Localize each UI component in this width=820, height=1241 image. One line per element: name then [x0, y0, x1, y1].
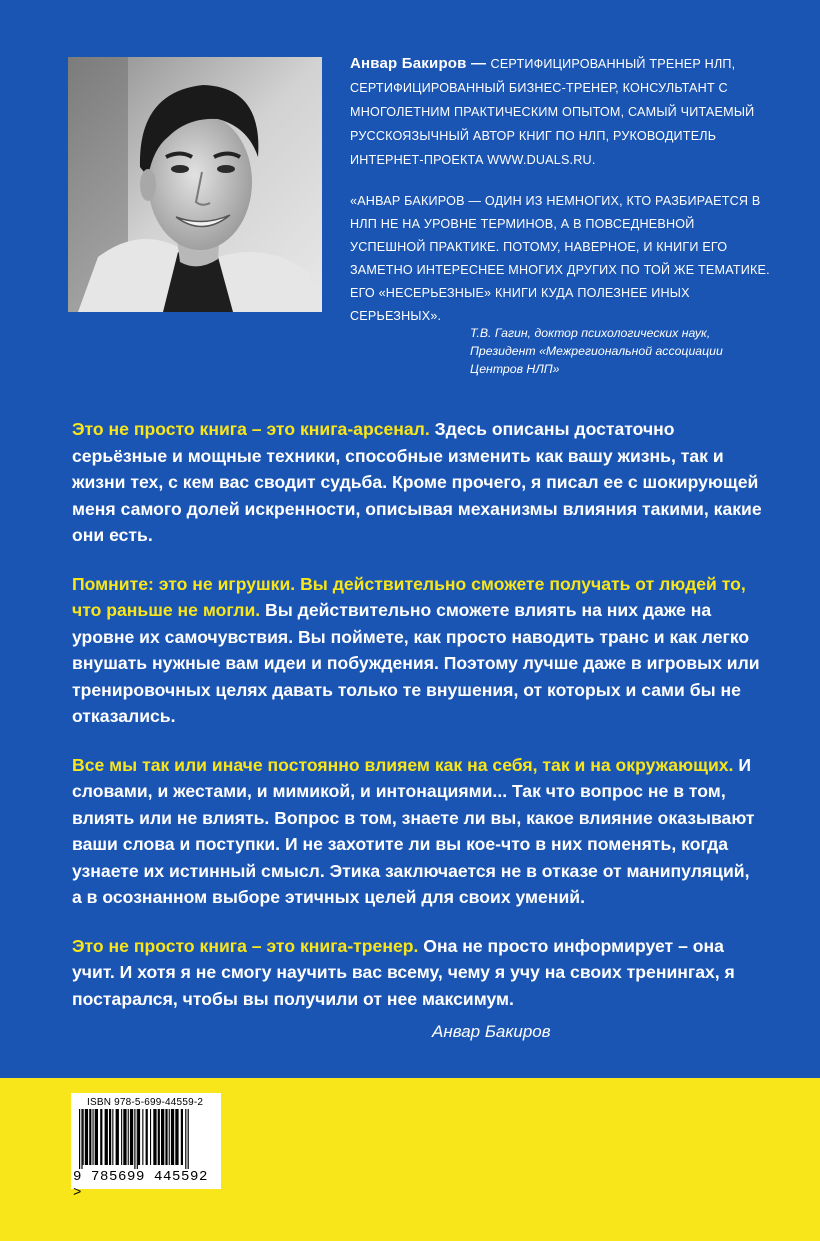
signature-line-1: Т.В. Гагин, доктор психологических наук, — [470, 326, 711, 340]
review-signature — [470, 324, 770, 378]
author-signature: Анвар Бакиров — [432, 1022, 551, 1041]
paragraph-highlight: Это не просто книга – это книга-арсенал. — [72, 419, 430, 439]
author-photo — [68, 57, 322, 312]
author-bio — [350, 52, 770, 172]
paragraph — [72, 571, 762, 730]
bio-text: СЕРТИФИЦИРОВАННЫЙ ТРЕНЕР НЛП, СЕРТИФИЦИРОВАННЫЙ БИЗНЕС-ТРЕНЕР, КОНСУЛЬТАНТ С МНОГОЛЕТНИМ ПРАКТИЧЕСКИМ ОПЫТОМ, САМЫЙ ЧИТАЕМЫЙ РУССКОЯЗЫЧНЫЙ АВТОР КНИГ ПО НЛП, РУКОВОДИТЕЛЬ ИНТЕРНЕТ-ПРОЕКТА WWW.DUALS.RU. — [350, 57, 755, 167]
paragraph-highlight: Это не просто книга – это книга-тренер. — [72, 935, 419, 956]
signature-line-3: Центров НЛП» — [470, 362, 560, 376]
isbn-label: ISBN 978-5-699-44559-2 — [87, 1097, 204, 1108]
paragraph-text: Здесь описаны достаточно серьёзные и мощные техники, способные изменить как вашу жизнь, так и жизни тех, с кем вас сводит судьба. Кроме прочего, я писал ее с шокирующей меня самого долей искренности, описывая механизмы влияния такими, какие они есть. — [72, 419, 762, 545]
paragraph-highlight: Все мы так или иначе постоянно влияем как на себя, так и на окружающих. — [72, 754, 734, 775]
signature-line-2: Президент «Межрегиональной ассоциации — [470, 344, 723, 358]
barcode — [71, 1093, 221, 1201]
paragraph — [72, 416, 762, 549]
paragraph-highlight: Помните: это не игрушки. Вы действительно сможете получать от людей то, что раньше не могли. — [72, 573, 746, 620]
paragraph-text: Она не просто информирует – она учит. И хотя я не смогу научить вас всему, чему я учу на своих тренингах, я постарался, чтобы вы получили от нее максимум. — [72, 935, 735, 1009]
review-quote: «АНВАР БАКИРОВ — ОДИН ИЗ НЕМНОГИХ, КТО РАЗБИРАЕТСЯ В НЛП НЕ НА УРОВНЕ ТЕРМИНОВ, А В ПОВСЕДНЕВНОЙ УСПЕШНОЙ ПРАКТИКЕ. ПОТОМУ, НАВЕРНОЕ, И КНИГИ ЕГО ЗАМЕТНО ИНТЕРЕСНЕЕ МНОГИХ ДРУГИХ ПО ТОЙ ЖЕ ТЕМАТИКЕ. ЕГО «НЕСЕРЬЕЗНЫЕ» КНИГИ КУДА ПОЛЕЗНЕЕ ИНЫХ СЕРЬЕЗНЫХ». — [350, 194, 770, 323]
main-text — [72, 416, 762, 1034]
bio-dash: — — [466, 55, 491, 72]
paragraph-text: Вы действительно сможете влиять на них даже на уровне их самочувствия. Вы поймете, как просто наводить транс и как легко внушать нужные вам идеи и побуждения. Поэтому лучше даже в игровых или тренировочных целях давать только те внушения, от которых и сами бы не отказались. — [72, 600, 760, 726]
barcode-bars — [71, 1109, 221, 1169]
author-name: Анвар Бакиров — [350, 55, 467, 72]
paragraph-text: И словами, и жестами, и мимикой, и интонациями... Так что вопрос не в том, влиять или не влиять. Вопрос в том, знаете ли вы, какое влияние оказывают ваши слова и поступки. И не захотите ли вы кое-что в них поменять, когда узнаете их истинный смысл. Этика заключается не в отказе от манипуляций, а в осознанном выборе этичных целей для своих умений. — [72, 754, 755, 907]
paragraph — [72, 752, 762, 911]
barcode-digits: 9 785699 445592 > — [73, 1169, 209, 1201]
paragraph — [72, 933, 762, 1013]
